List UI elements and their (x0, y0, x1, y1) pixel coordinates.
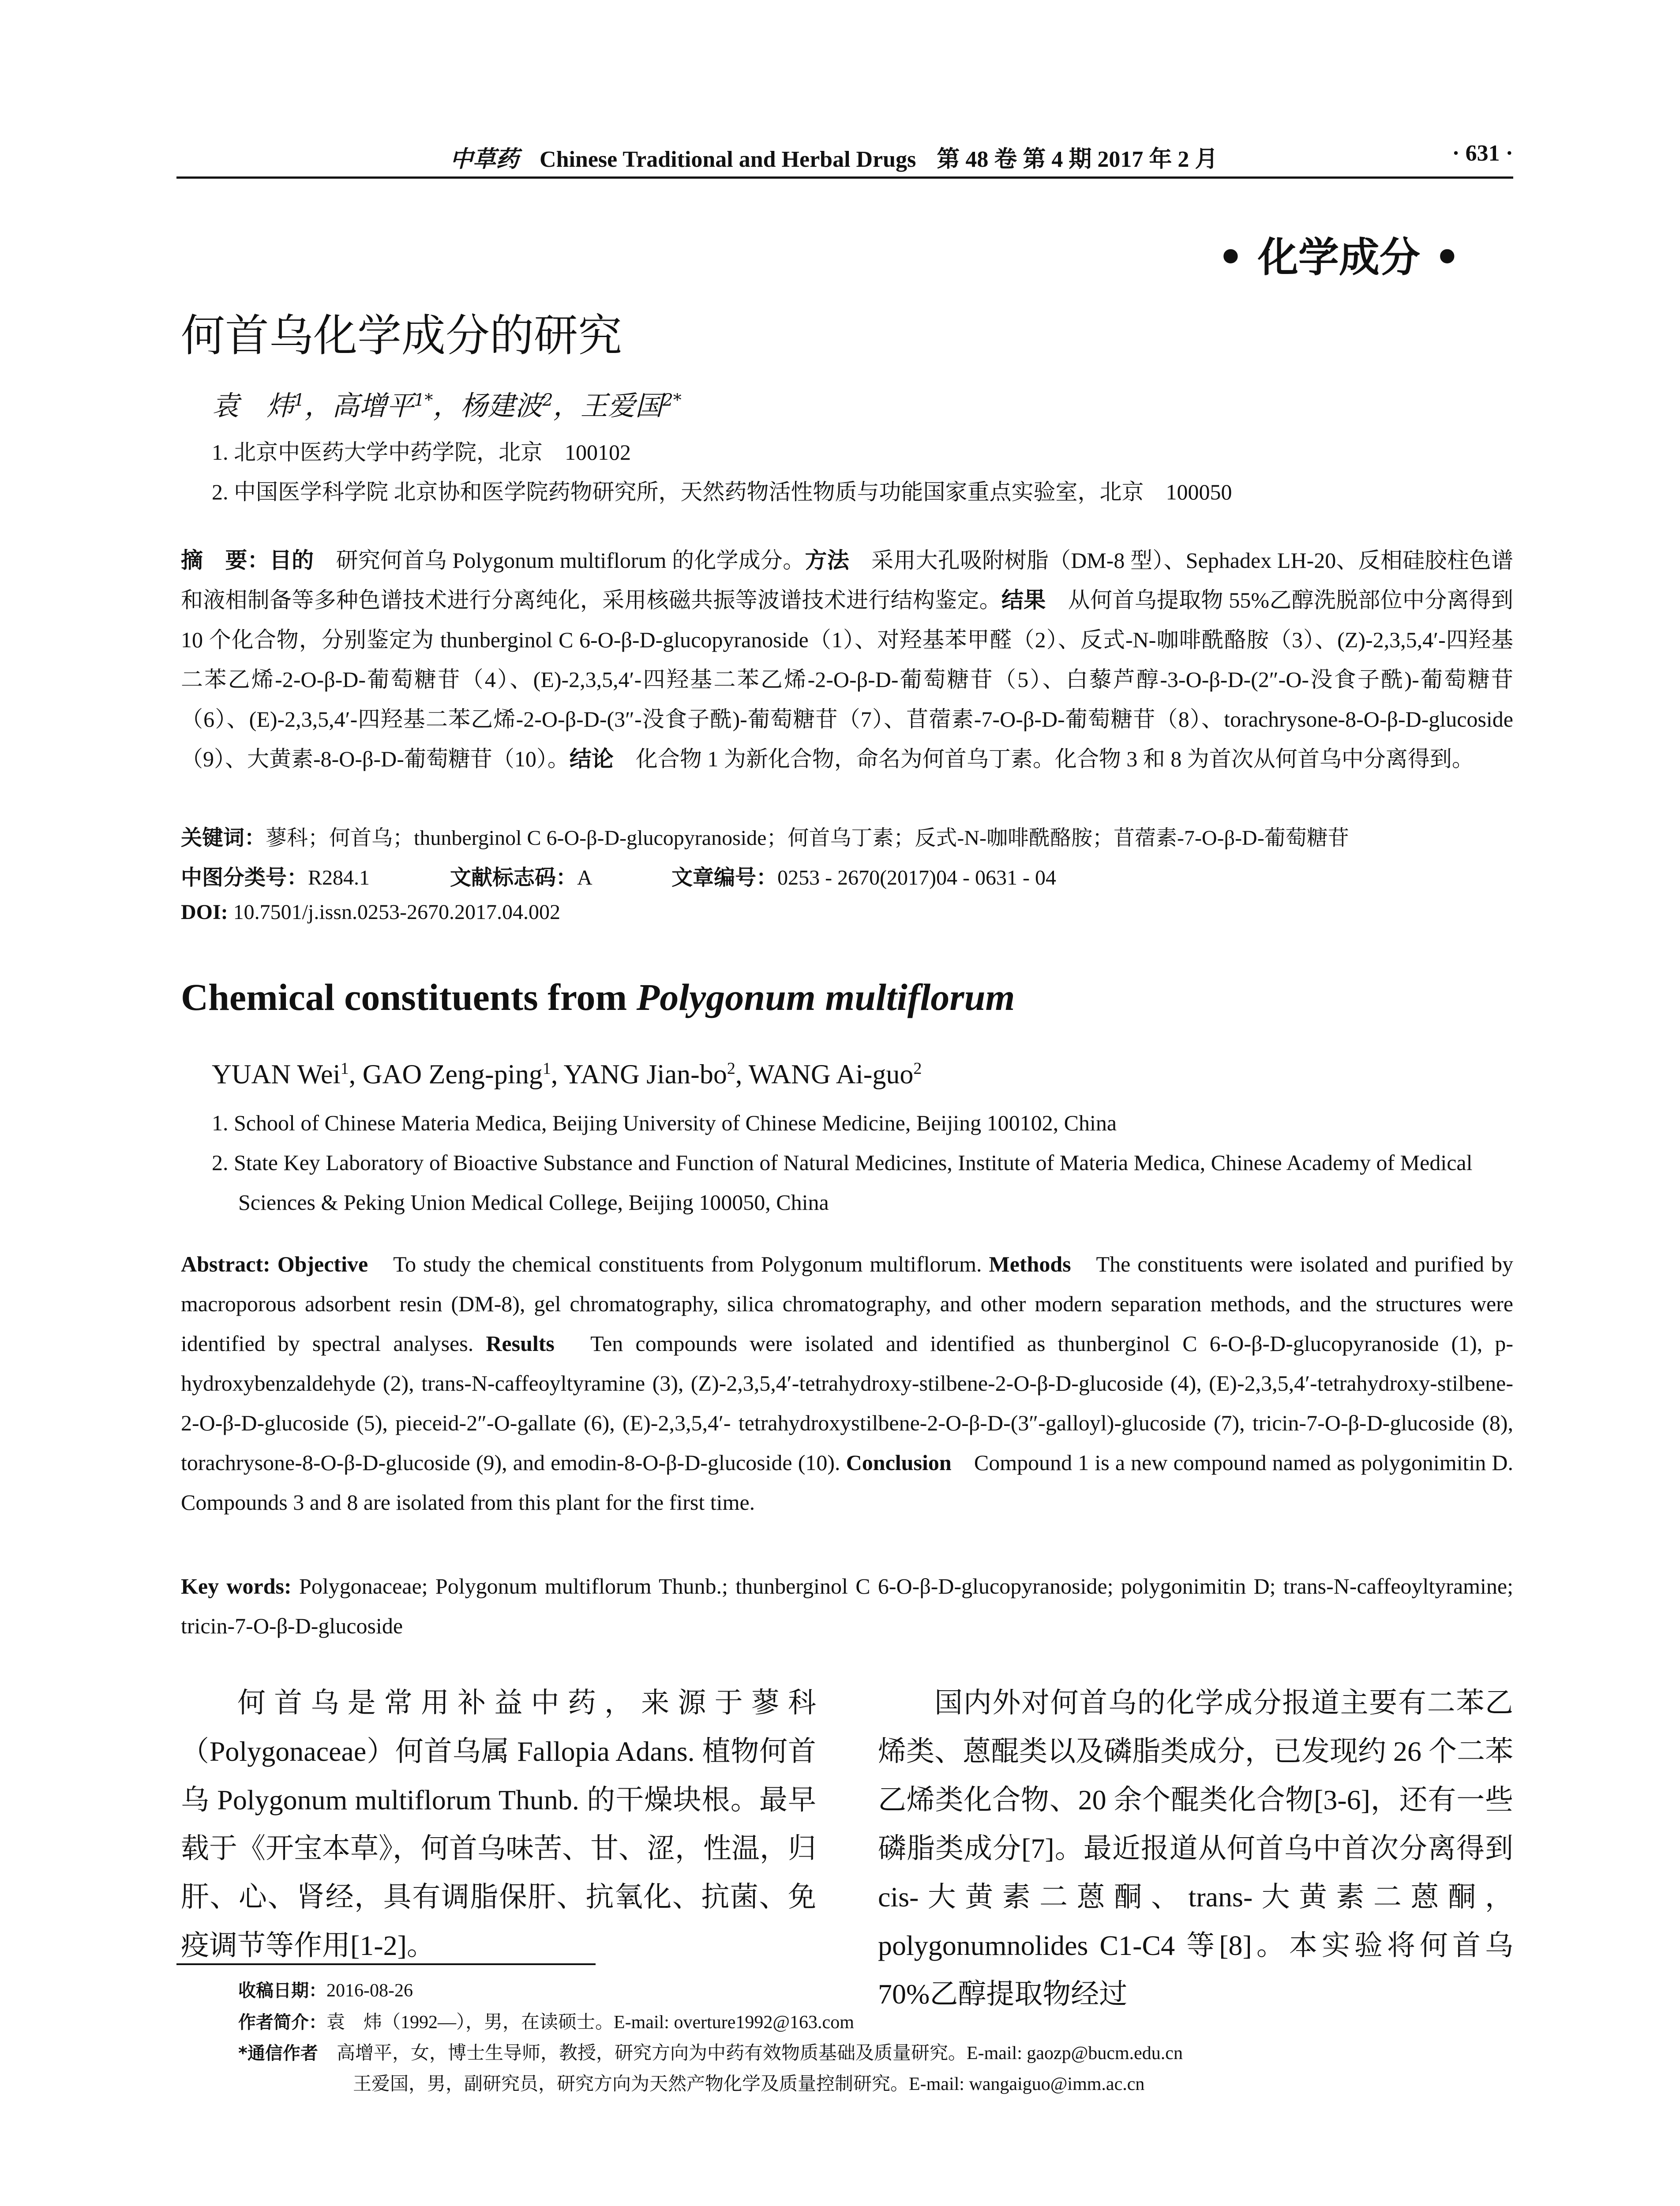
footnote-received (238, 1977, 413, 2002)
doi-value[interactable]: 10.7501/j.issn.0253-2670.2017.04.002 (233, 900, 561, 924)
corresponding-label: *通信作者 (238, 2043, 318, 2063)
cn-keywords (181, 821, 1349, 851)
body-column-right: 国内外对何首乌的化学成分报道主要有二苯乙烯类、蒽醌类以及磷脂类成分，已发现约 26 个二苯乙烯类化合物、20 余个醌类化合物[3-6]，还有一些磷脂类成分[7]。最近报道从何首乌中首次分离得到 cis-大黄素二蒽酮、trans-大黄素二蒽酮，polygonumnolides C1-C4 等[8]。本实验将何首乌 70%乙醇提取物经过 (878, 1687, 1513, 2010)
en-affiliation-2: 2. State Key Laboratory of Bioactive Substance and Function of Natural Medicines, Institute of Materia Medica, Chinese Academy of Medical Sciences & Peking Union Medical College, Beijing 100050, China (212, 1150, 1473, 1215)
en-results-label: Results (486, 1331, 555, 1356)
en-keywords-text: Polygonaceae; Polygonum multiflorum Thunb.; thunberginol C 6-O-β-D-glucopyranoside; polygonimitin D; trans-N-caffeoyltyramine; tricin-7-O-β-D-glucoside (181, 1574, 1513, 1638)
en-keywords (181, 1566, 1513, 1646)
body-column-left: 何首乌是常用补益中药，来源于蓼科（Polygonaceae）何首乌属 Fallopia Adans. 植物何首乌 Polygonum multiflorum Thunb. 的干燥块根。最早载于《开宝本草》，何首乌味苦、甘、涩，性温，归肝、心、肾经，具有调脂保肝、抗氧化、抗菌、免疫调节等作用[1-2]。 (181, 1687, 816, 1961)
running-header (176, 140, 1513, 176)
doi-line (181, 900, 560, 924)
page-number: · 631 · (1452, 141, 1513, 166)
en-conclusion: Compound 1 is a new compound named as polygonimitin D. Compounds 3 and 8 are isolated from this plant for the first time. (181, 1450, 1514, 1515)
clc-value: R284.1 (308, 866, 370, 889)
cn-results: 从何首乌提取物 55%乙醇洗脱部位中分离得到 10 个化合物，分别鉴定为 thunberginol C 6-O-β-D-glucopyranoside（1）、对羟基苯甲醛（2）、反式-N-咖啡酰酪胺（3）、(Z)-2,3,5,4′-四羟基二苯乙烯-2-O-β-D-葡萄糖苷（4）、(E)-2,3,5,4′-四羟基二苯乙烯-2-O-β-D-葡萄糖苷（5）、白藜芦醇-3-O-β-D-(2″-O-没食子酰)-葡萄糖苷（6）、(E)-2,3,5,4′-四羟基二苯乙烯-2-O-β-D-(3″-没食子酰)-葡萄糖苷（7）、苜蓿素-7-O-β-D-葡萄糖苷（8）、torachrysone-8-O-β-D-glucoside（9）、大黄素-8-O-β-D-葡萄糖苷（10）。 (181, 588, 1514, 771)
cn-conclusion: 化合物 1 为新化合物，命名为何首乌丁素。化合物 3 和 8 为首次从何首乌中分离得到。 (635, 747, 1474, 771)
en-conclusion-label: Conclusion (846, 1450, 952, 1475)
cn-affiliation-1: 1. 北京中医药大学中药学院，北京 100102 (212, 440, 631, 465)
section-tag: • 化学成分 • (1218, 234, 1460, 281)
en-methods-label: Methods (989, 1252, 1071, 1276)
en-results: Ten compounds were isolated and identified as thunberginol C 6-O-β-D-glucopyranoside (1), p-hydroxybenzaldehyde (2), trans-N-caffeoyltyramine (3), (Z)-2,3,5,4′-tetrahydroxy-stilbene-2-O-β-D-glucoside (4), (E)-2,3,5,4′-tetrahydroxy-stilbene-2-O-β-D-glucoside (5), pieceid-2″-O-gallate (6), (E)-2,3,5,4′- tetrahydroxystilbene-2-O-β-D-(3″-galloyl)-glucoside (7), tricin-7-O-β-D-glucoside (8), torachrysone-8-O-β-D-glucoside (9), and emodin-8-O-β-D-glucoside (10). (181, 1331, 1514, 1475)
en-title: Chemical constituents from Polygonum multiflorum (181, 976, 1015, 1018)
cn-methods: 采用大孔吸附树脂（DM-8 型）、Sephadex LH-20、反相硅胶柱色谱和液相制备等多种色谱技术进行分离纯化，采用核磁共振等波谱技术进行结构鉴定。 (181, 548, 1514, 612)
cn-conclusion-label: 结论 (569, 747, 614, 771)
cn-methods-label: 方法 (805, 548, 849, 573)
cn-authors: 袁 炜$^1$，高增平$^{1*}$，杨建波$^2$，王爱国$^{2*}$ (212, 390, 682, 422)
doc-code-value: A (577, 866, 592, 889)
received-date: 2016-08-26 (326, 1981, 413, 2001)
cn-objective: 研究何首乌 Polygonum multiflorum 的化学成分。 (336, 548, 805, 573)
doi-label: DOI: (181, 900, 228, 924)
journal-name-en: Chinese Traditional and Herbal Drugs (540, 147, 916, 172)
article-number-value: 0253 - 2670(2017)04 - 0631 - 04 (777, 866, 1056, 889)
journal-name-cn: 中草药 (450, 146, 519, 173)
author-label: 作者简介： (238, 2012, 326, 2033)
cn-classification (181, 860, 1056, 891)
clc-label: 中图分类号： (181, 866, 308, 889)
en-abstract (181, 1244, 1513, 1522)
corresponding-author-1: 高增平，女，博士生导师，教授，研究方向为中药有效物质基础及质量研究。E-mail: gaozp@bucm.edu.cn (336, 2043, 1183, 2063)
en-affiliation-1: 1. School of Chinese Materia Medica, Beijing University of Chinese Medicine, Beijing 100102, China (212, 1111, 1117, 1135)
en-objective: To study the chemical constituents from Polygonum multiflorum. (393, 1252, 982, 1276)
issue-info: 第 48 卷 第 4 期 2017 年 2 月 (937, 147, 1218, 172)
cn-title: 何首乌化学成分的研究 (181, 310, 622, 361)
en-authors: YUAN Wei$^1$, GAO Zeng-ping$^1$, YANG Jian-$bo^2$, WANG Ai-guo$^2$ (212, 1059, 922, 1090)
en-keywords-label: Key words: (181, 1574, 292, 1598)
cn-affiliation-2: 2. 中国医学科学院 北京协和医学院药物研究所，天然药物活性物质与功能国家重点实验室，北京 100050 (212, 480, 1232, 504)
cn-abstract (181, 540, 1513, 779)
footnote-corresponding-2: 王爱国，男，副研究员，研究方向为天然产物化学及质量控制研究。E-mail: wangaiguo@imm.ac.cn (353, 2074, 1145, 2094)
en-methods: The constituents were isolated and purified by macroporous adsorbent resin (DM-8), gel chromatography, silica chromatography, and other modern separation methods, and the structures were identified by spectral analyses. (181, 1252, 1514, 1356)
cn-results-label: 结果 (1001, 588, 1046, 612)
cn-objective-label: 目的 (269, 548, 314, 573)
author-bio: 袁 炜（1992—），男，在读硕士。E-mail: overture1992@163.com (326, 2012, 854, 2033)
cn-keywords-text: 蓼科；何首乌；thunberginol C 6-O-β-D-glucopyranoside；何首乌丁素；反式-N-咖啡酰酪胺；苜蓿素-7-O-β-D-葡萄糖苷 (266, 826, 1349, 850)
en-objective-label: Objective (277, 1252, 368, 1276)
cn-abstract-label: 摘 要： (181, 548, 270, 573)
received-label: 收稿日期： (238, 1981, 326, 2001)
doc-code-label: 文献标志码： (450, 866, 578, 889)
en-abstract-label: Abstract: (181, 1252, 270, 1276)
footnote-author (238, 2007, 854, 2034)
cn-keywords-label: 关键词： (181, 826, 266, 850)
footnote-rule (176, 1963, 596, 1965)
header-rule (176, 176, 1513, 179)
article-number-label: 文章编号： (671, 866, 778, 889)
footnote-corresponding (238, 2038, 1183, 2065)
